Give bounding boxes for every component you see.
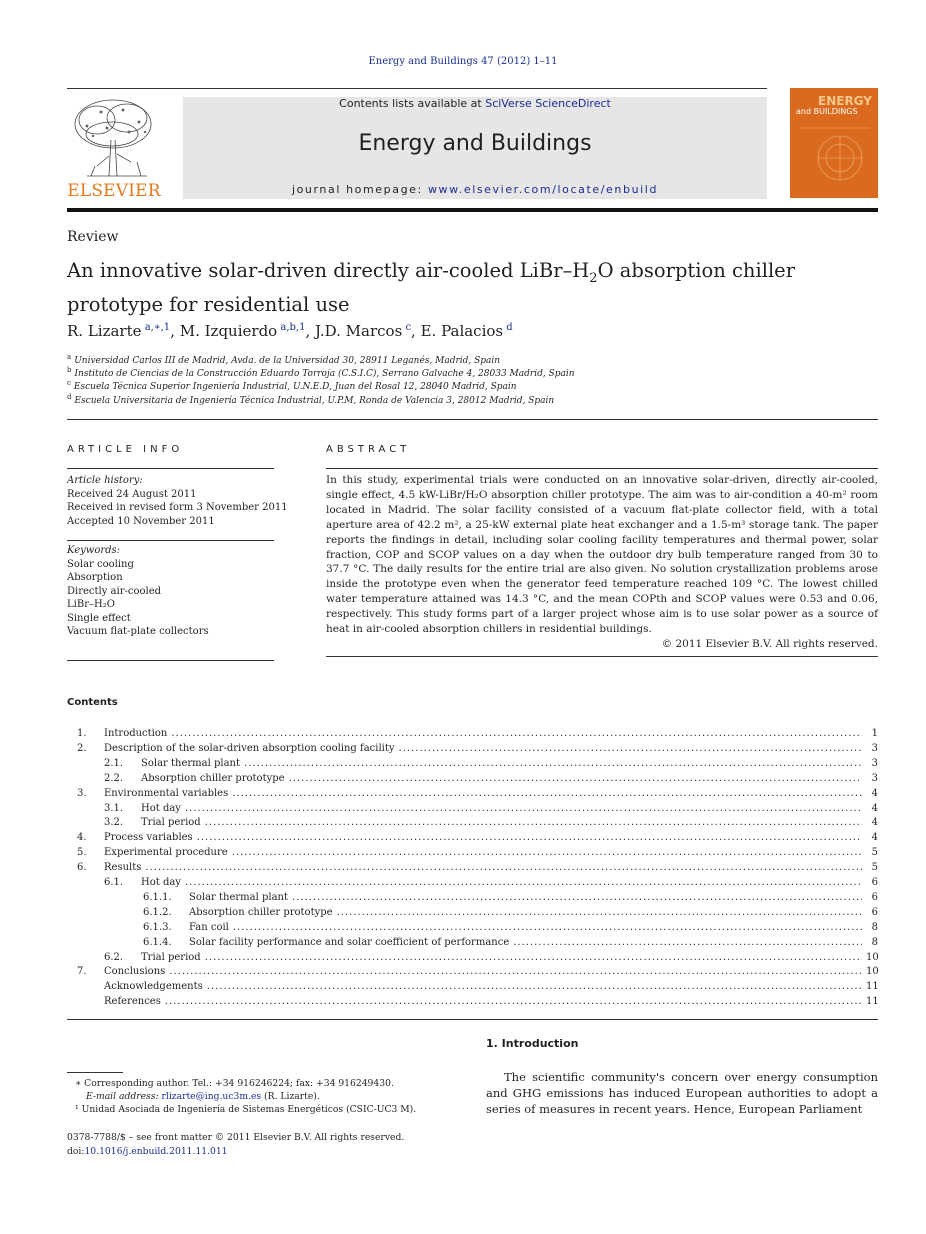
toc-title: Introduction (104, 728, 168, 739)
contents-rule (67, 1019, 878, 1020)
toc-entry[interactable] (67, 845, 878, 860)
sciencedirect-link[interactable]: SciVerse ScienceDirect (485, 97, 611, 110)
toc-page-number: 5 (871, 847, 878, 859)
toc-page-number: 8 (871, 921, 878, 933)
issn-line: 0378-7788/$ – see front matter © 2011 Elsevier B.V. All rights reserved. (67, 1132, 405, 1143)
doi-line: doi:10.1016/j.enbuild.2011.11.011 (67, 1146, 228, 1157)
toc-leader (205, 815, 862, 830)
toc-page-number: 8 (871, 936, 878, 948)
toc-page-number: 4 (871, 832, 878, 844)
toc-number: 6.2. (104, 951, 124, 963)
keyword: Directly air-cooled (67, 585, 162, 597)
toc-leader (337, 905, 862, 920)
toc-entry[interactable] (67, 741, 878, 756)
toc-entry[interactable] (67, 830, 878, 845)
accepted-date: Accepted 10 November 2011 (67, 515, 215, 527)
toc-title: Fan coil (189, 921, 229, 933)
toc-entry[interactable] (67, 860, 878, 875)
toc-leader (185, 875, 862, 890)
info-rule (67, 660, 274, 661)
toc-number: 2.1. (104, 757, 124, 769)
author-name: R. Lizarte (67, 322, 142, 340)
toc-title: Hot day (141, 877, 181, 888)
keyword: Vacuum flat-plate collectors (67, 626, 209, 637)
author-list: R. Lizarte $^{a,∗,1}$, M. Izquierdo $^{a,b,1}$, J.D. Marcos $^c$, E. Palacios $^d$ (67, 322, 513, 340)
toc-title: Absorption chiller prototype (189, 906, 333, 918)
doi-link[interactable]: 10.1016/j.enbuild.2011.11.011 (84, 1146, 228, 1157)
abstract-text: In this study, experimental trials were conducted on an innovative solar-driven, directly air-cooled, single effect, 4.5 kW-LiBr/H₂O absorption chiller prototype. The aim was to air-condition a 40-m² room located in Madrid. The solar facility consisted of a vacuum flat-plate collector field, with a total aperture area of 42.2 m², a 25-kW external plate heat exchanger and a 1.5-m³ storage tank. The paper reports the findings in detail, including solar cooling facility temperatures and thermal power, solar fraction, COP and SCOP values on a day when the outdoor dry bulb temperature ranged from 30 to 37.7 °C. The daily results for the entire trial are also given. No solution crystallization problems arose inside the prototype even when the generator feed temperature reached 109 °C. The lowest chilled water temperature attained was 14.3 °C, and the mean COPth and SCOP values were 0.53 and 0.06, respectively. This study forms part of a larger project whose aim is to use solar power as a source of heat in air-cooled absorption chillers in residential buildings. (326, 474, 878, 636)
toc-title: Acknowledgements (104, 981, 203, 993)
toc-number: 7. (77, 966, 87, 978)
toc-number: 4. (77, 832, 87, 844)
article-type: Review (67, 229, 119, 245)
toc-title: Environmental variables (104, 787, 229, 799)
toc-page-number: 11 (866, 981, 879, 993)
toc-leader (399, 741, 862, 756)
toc-title: Solar thermal plant (141, 757, 240, 769)
cover-pattern-icon (790, 88, 878, 198)
toc-entry[interactable] (67, 994, 878, 1009)
toc-number: 1. (77, 728, 87, 739)
toc-page-number: 6 (871, 877, 878, 888)
toc-page-number: 10 (866, 951, 879, 963)
toc-entry[interactable] (67, 801, 878, 816)
author-affiliation-mark[interactable]: c (402, 322, 412, 333)
affiliation-footnote: ¹ Unidad Asociada de Ingeniería de Sistemas Energéticos (CSIC-UC3 M). (75, 1104, 417, 1115)
toc-title: Process variables (104, 832, 193, 844)
journal-reference[interactable]: Energy and Buildings 47 (2012) 1–11 (368, 56, 558, 67)
revised-date: Received in revised form 3 November 2011 (67, 502, 288, 513)
toc-entry[interactable] (67, 786, 878, 801)
section-heading-introduction: 1. Introduction (486, 1037, 579, 1050)
toc-title: Hot day (141, 802, 181, 814)
toc-leader (171, 726, 862, 741)
introduction-paragraph: The scientific community's concern over energy consumption and GHG emissions has induced European authorities to adopt a series of measures in recent years. Hence, European Parliament (486, 1070, 878, 1116)
toc-leader (292, 890, 862, 905)
header-thick-rule (67, 208, 878, 212)
keywords-block: Keywords: Solar cooling Absorption Directly air-cooled LiBr–H₂O Single effect Vacuum flat-plate collectors (67, 545, 209, 637)
keyword: Solar cooling (67, 558, 134, 570)
toc-number: 6.1.3. (143, 921, 172, 933)
toc-page-number: 11 (866, 996, 879, 1008)
toc-entry[interactable] (67, 890, 878, 905)
author-affiliation-mark[interactable]: a,∗,1 (141, 322, 171, 333)
article-history: Article history: Received 24 August 2011 Received in revised form 3 November 2011 Accepted 10 November 2011 (67, 475, 288, 527)
toc-page-number: 6 (871, 906, 878, 918)
author-name: J.D. Marcos (315, 322, 403, 340)
keyword: LiBr–H₂O (67, 599, 115, 610)
abstract-rule (326, 468, 878, 469)
toc-entry[interactable] (67, 771, 878, 786)
toc-number: 6.1. (104, 877, 124, 888)
toc-title: Solar facility performance and solar coefficient of performance (189, 936, 510, 948)
toc-entry[interactable] (67, 979, 878, 994)
toc-number: 5. (77, 847, 87, 859)
keyword: Single effect (67, 612, 131, 624)
article-info-heading: ARTICLE INFO (67, 444, 184, 455)
journal-cover-thumbnail[interactable] (790, 88, 878, 198)
toc-page-number: 5 (871, 862, 878, 874)
toc-number: 6. (77, 862, 87, 874)
toc-entry[interactable] (67, 875, 878, 890)
received-date: Received 24 August 2011 (67, 488, 197, 500)
toc-leader (185, 801, 862, 816)
toc-entry[interactable] (67, 950, 878, 965)
toc-number: 2. (77, 742, 87, 754)
toc-page-number: 10 (866, 966, 879, 978)
affiliation-b: $^b$ Instituto de Ciencias de la Construcción Eduardo Torroja (C.S.I.C), Serrano Galvache 4, 28033 Madrid, Spain (67, 366, 575, 379)
abstract-rule (326, 656, 878, 657)
corresponding-author-note: ∗ Corresponding author. Tel.: +34 916246224; fax: +34 916249430. (75, 1078, 394, 1089)
abstract-heading: ABSTRACT (326, 444, 411, 455)
homepage-link[interactable]: www.elsevier.com/locate/enbuild (427, 183, 659, 196)
author-name: E. Palacios (420, 322, 504, 340)
toc-leader (145, 860, 862, 875)
email-link[interactable]: rlizarte@ing.uc3m.es (161, 1091, 262, 1102)
toc-page-number: 1 (871, 728, 878, 739)
toc-entry[interactable] (67, 756, 878, 771)
header-top-rule (67, 88, 767, 89)
toc-leader (207, 979, 862, 994)
toc-entry[interactable] (67, 905, 878, 920)
toc-number: 6.1.4. (143, 936, 172, 948)
toc-number: 6.1.2. (143, 906, 172, 918)
email-note: E-mail address: rlizarte@ing.uc3m.es (R. Lizarte). (86, 1091, 320, 1102)
toc-number: 3. (77, 787, 87, 799)
toc-number: 3.1. (104, 802, 124, 814)
cover-title: ENERGY (818, 94, 872, 108)
toc-title: Results (104, 862, 142, 874)
toc-title: Trial period (141, 951, 201, 963)
elsevier-wordmark: ELSEVIER (67, 181, 161, 201)
toc-page-number: 3 (871, 757, 878, 769)
author-affiliation-mark[interactable]: d (503, 322, 513, 333)
affiliation-d: $^d$ Escuela Universitaria de Ingeniería Técnica Industrial, U.P.M, Ronda de Valencia 3, 28012 Madrid, Spain (67, 393, 555, 406)
toc-leader (197, 830, 862, 845)
journal-homepage-line: journal homepage: www.elsevier.com/locate/enbuild (291, 183, 659, 196)
author-affiliation-mark[interactable]: a,b,1 (277, 322, 306, 333)
toc-entry[interactable] (67, 935, 878, 950)
contents-available-line: Contents lists available at SciVerse ScienceDirect (339, 97, 611, 110)
toc-page-number: 3 (871, 772, 878, 784)
toc-title: Solar thermal plant (189, 891, 288, 903)
toc-title: Trial period (141, 817, 201, 829)
toc-page-number: 4 (871, 817, 878, 829)
toc-leader (232, 845, 862, 860)
toc-leader (289, 771, 862, 786)
toc-page-number: 4 (871, 802, 878, 814)
toc-entry[interactable] (67, 726, 878, 741)
section-rule (67, 419, 878, 420)
toc-title: Description of the solar-driven absorption cooling facility (104, 742, 395, 754)
toc-leader (205, 950, 862, 965)
toc-title: Experimental procedure (104, 847, 228, 859)
toc-leader (169, 964, 862, 979)
info-rule (67, 540, 274, 541)
toc-entry[interactable] (67, 815, 878, 830)
affiliation-a: $^a$ Universidad Carlos III de Madrid, Avda. de la Universidad 30, 28911 Leganés, Madrid, Spain (67, 353, 501, 366)
toc-entry[interactable] (67, 920, 878, 935)
toc-page-number: 6 (871, 891, 878, 903)
toc-leader (244, 756, 862, 771)
affiliation-c: $^c$ Escuela Técnica Superior Ingeniería Industrial, U.N.E.D, Juan del Rosal 12, 28040 Madrid, Spain (67, 379, 517, 392)
footnote-rule (67, 1072, 123, 1073)
toc-number: 2.2. (104, 772, 124, 784)
toc-entry[interactable] (67, 964, 878, 979)
contents-heading: Contents (67, 697, 118, 708)
info-rule (67, 468, 274, 469)
toc-leader (233, 920, 862, 935)
toc-title: References (104, 996, 161, 1008)
article-title: An innovative solar-driven directly air-cooled LiBr–$H_2O$ absorption chiller prototype for residential use (67, 259, 796, 316)
journal-name: Energy and Buildings (358, 131, 592, 156)
toc-leader (513, 935, 862, 950)
toc-title: Absorption chiller prototype (141, 772, 285, 784)
toc-number: 6.1.1. (143, 891, 172, 903)
copyright-line: © 2011 Elsevier B.V. All rights reserved. (661, 638, 878, 650)
toc-title: Conclusions (104, 966, 166, 978)
author-name: M. Izquierdo (179, 322, 278, 340)
toc-leader (232, 786, 862, 801)
toc-number: 3.2. (104, 817, 124, 829)
toc-page-number: 4 (871, 787, 878, 799)
cover-subtitle: and BUILDINGS (796, 107, 858, 116)
toc-page-number: 3 (871, 742, 878, 754)
toc-leader (165, 994, 862, 1009)
keyword: Absorption (67, 572, 123, 583)
